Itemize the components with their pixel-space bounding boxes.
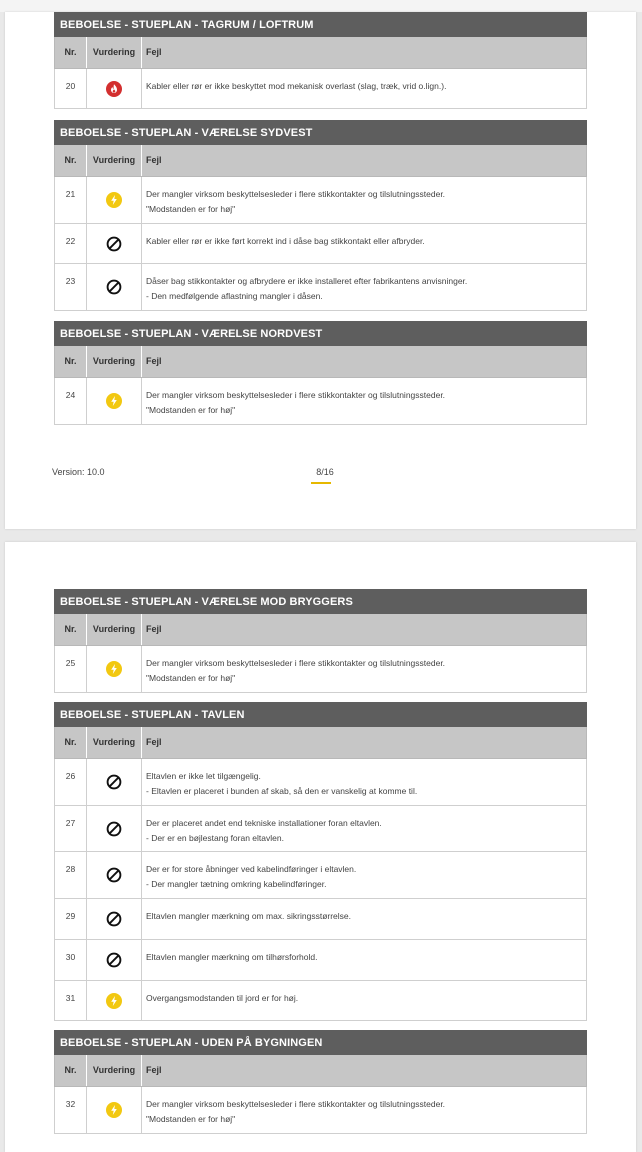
row-number: 27 (55, 806, 87, 851)
section-title: BEBOELSE - STUEPLAN - VÆRELSE SYDVEST (54, 120, 587, 145)
row-number: 22 (55, 224, 87, 263)
column-header-fejl: Fejl (146, 356, 162, 366)
description-line: "Modstanden er for høj" (146, 673, 236, 683)
report-page-9 (5, 542, 636, 1152)
row-description (142, 646, 586, 692)
prohibited-icon (106, 911, 122, 927)
description-line: - Den medfølgende aflastning mangler i dåsen. (146, 291, 323, 301)
description-line: Eltavlen mangler mærkning om max. sikringsstørrelse. (146, 911, 352, 921)
top-strip (0, 0, 642, 12)
row-description (142, 852, 586, 898)
table-section (54, 702, 587, 1021)
description-line: "Modstanden er for høj" (146, 204, 236, 214)
table-row (54, 981, 587, 1021)
description-line: Overgangsmodstanden til jord er for høj. (146, 993, 299, 1003)
prohibited-icon (106, 952, 122, 968)
column-header-fejl: Fejl (146, 737, 162, 747)
description-line: Dåser bag stikkontakter og afbrydere er ikke installeret efter fabrikantens anvisninger. (146, 276, 468, 286)
lightning-icon (106, 661, 122, 677)
row-number: 32 (55, 1087, 87, 1133)
column-header-nr: Nr. (55, 37, 87, 68)
table-row (54, 224, 587, 264)
row-rating (87, 224, 142, 263)
description-line: Eltavlen er ikke let tilgængelig. (146, 771, 261, 781)
table-row (54, 69, 587, 109)
footer-version: Version: 10.0 (52, 467, 105, 477)
prohibited-icon (106, 867, 122, 883)
row-rating (87, 759, 142, 805)
row-description (142, 378, 586, 424)
row-description (142, 806, 586, 851)
row-description (142, 981, 586, 1020)
lightning-icon (106, 993, 122, 1009)
table-row (54, 1087, 587, 1134)
row-description (142, 177, 586, 223)
column-header-row (54, 37, 587, 69)
description-line: - Der er en bøjlestang foran eltavlen. (146, 833, 284, 843)
table-row (54, 378, 587, 425)
column-header-row (54, 1055, 587, 1087)
description-line: Der mangler virksom beskyttelsesleder i flere stikkontakter og tilslutningssteder. (146, 1099, 446, 1109)
table-row (54, 264, 587, 311)
report-page-8 (5, 12, 636, 529)
row-description (142, 899, 586, 939)
lightning-icon (106, 1102, 122, 1118)
row-number: 20 (55, 69, 87, 108)
table-row (54, 177, 587, 224)
column-header-vurdering: Vurdering (87, 145, 142, 176)
row-rating (87, 852, 142, 898)
description-line: Der mangler virksom beskyttelsesleder i flere stikkontakter og tilslutningssteder. (146, 390, 446, 400)
column-header-nr: Nr. (55, 727, 87, 758)
description-line: Kabler eller rør er ikke beskyttet mod mekanisk overlast (slag, træk, vrid o.lign.). (146, 81, 447, 91)
column-header-vurdering: Vurdering (87, 37, 142, 68)
description-line: "Modstanden er for høj" (146, 405, 236, 415)
description-line: - Der mangler tætning omkring kabelindføringer. (146, 879, 327, 889)
table-section (54, 1030, 587, 1134)
column-header-nr: Nr. (55, 1055, 87, 1086)
column-header-fejl: Fejl (146, 155, 162, 165)
column-header-vurdering: Vurdering (87, 346, 142, 377)
table-section (54, 120, 587, 311)
table-section (54, 12, 587, 109)
column-header-fejl: Fejl (146, 1065, 162, 1075)
row-rating (87, 378, 142, 424)
table-section (54, 589, 587, 693)
column-header-nr: Nr. (55, 346, 87, 377)
table-row (54, 806, 587, 852)
description-line: Der mangler virksom beskyttelsesleder i flere stikkontakter og tilslutningssteder. (146, 189, 446, 199)
column-header-vurdering: Vurdering (87, 727, 142, 758)
row-number: 23 (55, 264, 87, 310)
column-header-vurdering: Vurdering (87, 1055, 142, 1086)
row-number: 26 (55, 759, 87, 805)
table-section (54, 321, 587, 425)
row-description (142, 224, 586, 263)
table-row (54, 899, 587, 940)
description-line: Der er for store åbninger ved kabelindføringer i eltavlen. (146, 864, 357, 874)
row-rating (87, 69, 142, 108)
table-row (54, 852, 587, 899)
row-number: 30 (55, 940, 87, 980)
column-header-fejl: Fejl (146, 47, 162, 57)
column-header-row (54, 145, 587, 177)
description-line: - Eltavlen er placeret i bunden af skab, så den er vanskelig at komme til. (146, 786, 418, 796)
row-rating (87, 646, 142, 692)
row-number: 21 (55, 177, 87, 223)
description-line: Eltavlen mangler mærkning om tilhørsforhold. (146, 952, 318, 962)
row-description (142, 759, 586, 805)
row-number: 24 (55, 378, 87, 424)
prohibited-icon (106, 821, 122, 837)
table-row (54, 646, 587, 693)
section-title: BEBOELSE - STUEPLAN - UDEN PÅ BYGNINGEN (54, 1030, 587, 1055)
row-rating (87, 899, 142, 939)
row-rating (87, 264, 142, 310)
description-line: Der er placeret andet end tekniske installationer foran eltavlen. (146, 818, 382, 828)
column-header-row (54, 727, 587, 759)
row-description (142, 69, 586, 108)
footer-page-number: 8/16 (316, 467, 334, 477)
row-rating (87, 806, 142, 851)
column-header-nr: Nr. (55, 145, 87, 176)
row-rating (87, 177, 142, 223)
section-title: BEBOELSE - STUEPLAN - TAGRUM / LOFTRUM (54, 12, 587, 37)
fire-icon (106, 81, 122, 97)
lightning-icon (106, 393, 122, 409)
description-line: "Modstanden er for høj" (146, 1114, 236, 1124)
section-title: BEBOELSE - STUEPLAN - VÆRELSE MOD BRYGGERS (54, 589, 587, 614)
column-header-fejl: Fejl (146, 624, 162, 634)
row-rating (87, 981, 142, 1020)
description-line: Der mangler virksom beskyttelsesleder i flere stikkontakter og tilslutningssteder. (146, 658, 446, 668)
column-header-row (54, 614, 587, 646)
prohibited-icon (106, 236, 122, 252)
row-number: 28 (55, 852, 87, 898)
section-title: BEBOELSE - STUEPLAN - TAVLEN (54, 702, 587, 727)
table-row (54, 940, 587, 981)
row-rating (87, 940, 142, 980)
prohibited-icon (106, 774, 122, 790)
column-header-nr: Nr. (55, 614, 87, 645)
column-header-vurdering: Vurdering (87, 614, 142, 645)
prohibited-icon (106, 279, 122, 295)
row-rating (87, 1087, 142, 1133)
row-description (142, 1087, 586, 1133)
row-number: 31 (55, 981, 87, 1020)
row-description (142, 264, 586, 310)
lightning-icon (106, 192, 122, 208)
row-description (142, 940, 586, 980)
section-title: BEBOELSE - STUEPLAN - VÆRELSE NORDVEST (54, 321, 587, 346)
row-number: 25 (55, 646, 87, 692)
row-number: 29 (55, 899, 87, 939)
column-header-row (54, 346, 587, 378)
table-row (54, 759, 587, 806)
description-line: Kabler eller rør er ikke ført korrekt ind i dåse bag stikkontakt eller afbryder. (146, 236, 425, 246)
footer-page-underline (311, 482, 331, 484)
